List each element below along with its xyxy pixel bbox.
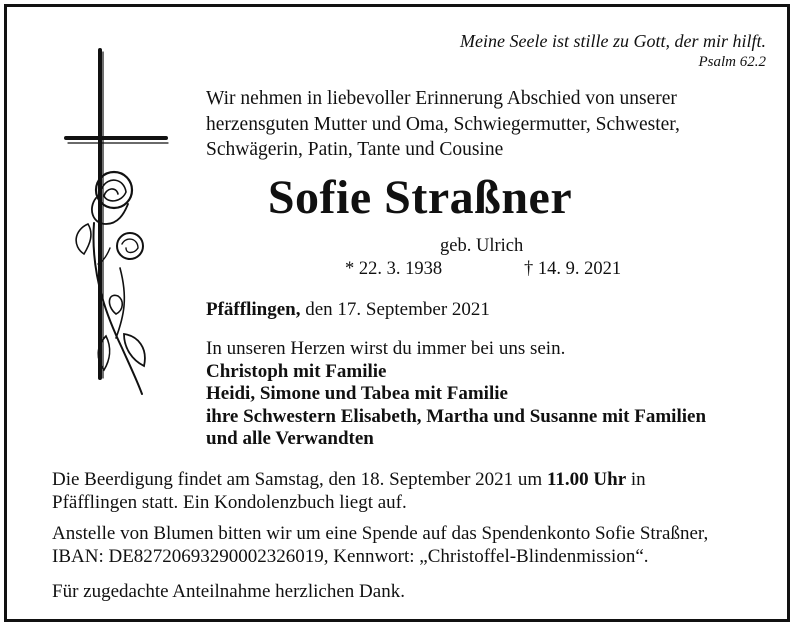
intro-text [206, 86, 766, 163]
thanks-text: Für zugedachte Anteilnahme herzlichen Dank. [52, 581, 405, 602]
funeral-time: 11.00 Uhr [546, 469, 627, 490]
funeral-info [52, 468, 752, 514]
intro-line: herzensguten Mutter und Oma, Schwiegermutter, Schwester, [206, 113, 680, 135]
funeral-text: in [626, 469, 646, 490]
cross-with-roses-icon [62, 48, 182, 408]
mourner-name: Heidi, Simone und Tabea mit Familie [206, 383, 508, 404]
donation-text: Anstelle von Blumen bitten wir um eine Spende auf das Spendenkonto Sofie Straßner, [52, 523, 709, 544]
birth-name: geb. Ulrich [440, 236, 524, 256]
mourners-block [206, 338, 766, 451]
intro-line: Schwägerin, Patin, Tante und Cousine [206, 139, 504, 160]
donation-text: IBAN: DE82720693290002326019, Kennwort: „Christoffel-Blindenmission“. [52, 546, 649, 567]
mourner-name: Christoph mit Familie [206, 360, 387, 382]
date: den 17. September 2021 [300, 299, 490, 320]
birth-date: * 22. 3. 1938 [345, 259, 443, 279]
mourning-line: In unseren Herzen wirst du immer bei uns sein. [206, 338, 566, 359]
death-date: † 14. 9. 2021 [524, 259, 622, 279]
deceased-name: Sofie Straßner [267, 171, 573, 224]
funeral-text: Pfäfflingen statt. Ein Kondolenzbuch liegt auf. [52, 492, 407, 513]
bible-motto [460, 30, 766, 72]
intro-line: Wir nehmen in liebevoller Erinnerung Abschied von unserer [206, 88, 677, 109]
place-date [206, 299, 490, 321]
mourner-name: ihre Schwestern Elisabeth, Martha und Susanne mit Familien [206, 405, 707, 427]
place: Pfäfflingen, [206, 299, 301, 320]
motto-quote: Meine Seele ist stille zu Gott, der mir hilft. [460, 31, 766, 51]
donation-info [52, 522, 752, 568]
mourner-name: und alle Verwandten [206, 428, 374, 449]
funeral-text: Die Beerdigung findet am Samstag, den 18. September 2021 um [52, 469, 547, 490]
motto-source: Psalm 62.2 [698, 54, 766, 70]
